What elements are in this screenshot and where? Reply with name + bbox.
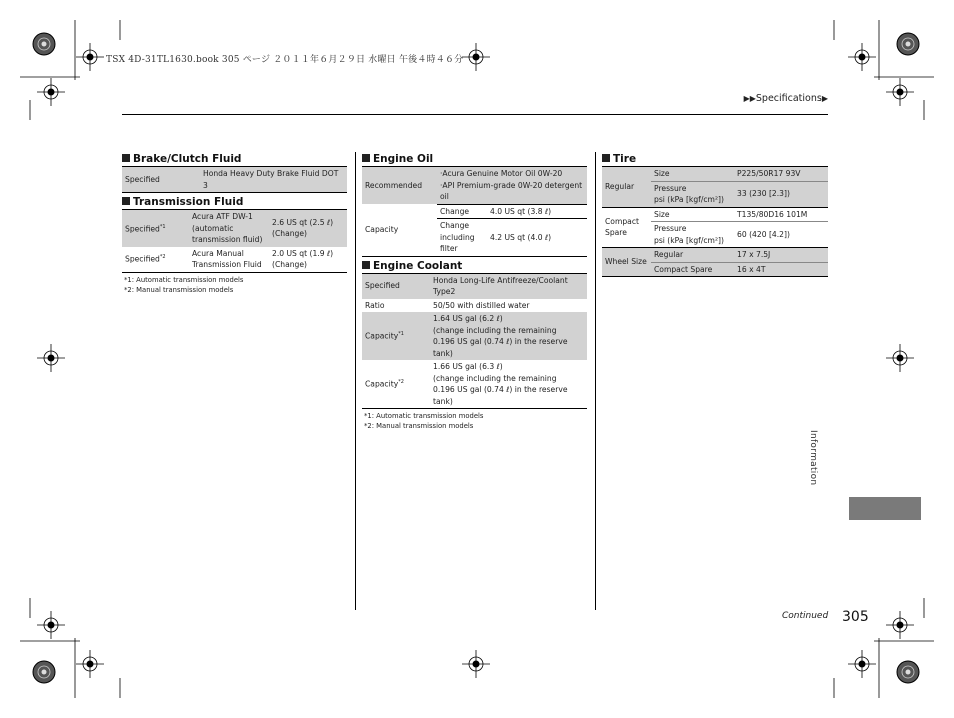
- oil-change-filter-label: Change including filter: [437, 219, 487, 257]
- column-brake-transmission: [122, 152, 347, 295]
- tire-regular-pressure: 33 (230 [2.3]): [734, 181, 828, 207]
- tire-table: [602, 166, 828, 277]
- section-thumb-tab[interactable]: [849, 497, 921, 520]
- transmission-row1-label: Specified$^{*1}$: [122, 210, 189, 247]
- square-bullet-icon: [602, 154, 610, 162]
- column-tire: [602, 152, 828, 277]
- breadcrumb-arrows: ▶▶: [743, 94, 756, 103]
- section-title-tire: Tire: [602, 152, 828, 166]
- coolant-capacity2-value: 1.66 US gal (6.3 ℓ) (change including the remaining 0.196 US gal (0.74 ℓ) in the reserve tank): [430, 360, 587, 409]
- transmission-row1-fluid: Acura ATF DW-1 (automatic transmission fluid): [189, 210, 269, 247]
- column-divider: [595, 152, 596, 610]
- star-target-icon: [897, 33, 919, 55]
- star-target-icon: [897, 661, 919, 683]
- table-row: [602, 167, 828, 182]
- star-target-icon: [33, 661, 55, 683]
- footnote: *2: Manual transmission models: [364, 422, 474, 430]
- continued-label: Continued: [782, 611, 829, 621]
- section-title-transmission: Transmission Fluid: [122, 195, 347, 209]
- oil-change-value: 4.0 US qt (3.8 ℓ): [487, 204, 587, 219]
- tire-regular-size: P225/50R17 93V: [734, 167, 828, 182]
- coolant-specified-value: Honda Long-Life Antifreeze/Coolant Type2: [430, 273, 587, 299]
- coolant-specified-label: Specified: [362, 273, 430, 299]
- wheel-regular-value: 17 x 7.5J: [734, 248, 828, 263]
- table-row: [122, 247, 347, 273]
- table-row: [122, 167, 347, 193]
- table-row: [362, 273, 587, 299]
- oil-change-label: Change: [437, 204, 487, 219]
- footnote: *1: Automatic transmission models: [124, 275, 244, 284]
- table-row: [362, 312, 587, 360]
- coolant-ratio-value: 50/50 with distilled water: [433, 300, 530, 310]
- table-row: [362, 167, 587, 205]
- brake-specified-label: Specified: [122, 167, 200, 193]
- table-row: [362, 204, 587, 219]
- table-row: [362, 299, 587, 313]
- engine-coolant-table: [362, 273, 587, 410]
- engine-oil-table: [362, 166, 587, 257]
- page-number: 305: [842, 609, 869, 625]
- table-row: [362, 360, 587, 409]
- section-title-brake: Brake/Clutch Fluid: [122, 152, 347, 166]
- breadcrumb-end-arrow: ▶: [821, 94, 828, 103]
- square-bullet-icon: [362, 154, 370, 162]
- wheel-compact-label: Compact Spare: [651, 262, 734, 277]
- tire-compact-size: T135/80D16 101M: [734, 207, 828, 222]
- section-tab-label: Information: [808, 430, 818, 486]
- section-title-engine-oil: Engine Oil: [362, 152, 587, 166]
- oil-recommended-label: Recommended: [362, 167, 437, 205]
- transmission-row2-qty: 2.0 US qt (1.9 ℓ) (Change): [269, 247, 347, 273]
- brake-fluid-table: [122, 166, 347, 193]
- oil-capacity-label: Capacity: [362, 204, 437, 256]
- transmission-row2-label: Specified$^{*2}$: [122, 247, 189, 273]
- brake-specified-value: Honda Heavy Duty Brake Fluid DOT 3: [200, 167, 347, 193]
- print-file-info: TSX 4D-31TL1630.book 305 ページ ２０１１年６月２９日 水曜日 午後４時４６分: [106, 55, 464, 65]
- footnote: *2: Manual transmission models: [124, 285, 234, 294]
- tire-pressure-label: Pressure psi (kPa [kgf/cm²]): [651, 222, 734, 248]
- transmission-row1-qty: 2.6 US qt (2.5 ℓ) (Change): [269, 210, 347, 247]
- transmission-fluid-table: [122, 209, 347, 273]
- breadcrumb-label: Specifications: [755, 93, 822, 104]
- tire-size-label: Size: [651, 207, 734, 222]
- square-bullet-icon: [362, 261, 370, 269]
- transmission-footnotes: [122, 275, 347, 295]
- square-bullet-icon: [122, 154, 130, 162]
- table-row: [122, 210, 347, 247]
- tire-size-label: Size: [651, 167, 734, 182]
- footnote: *1: Automatic transmission models: [364, 412, 484, 420]
- coolant-ratio-label: Ratio: [365, 300, 385, 310]
- wheel-regular-label: Regular: [651, 248, 734, 263]
- breadcrumb[interactable]: [744, 93, 828, 104]
- wheel-size-label: Wheel Size: [602, 248, 651, 277]
- coolant-capacity1-value: 1.64 US gal (6.2 ℓ) (change including the remaining 0.196 US gal (0.74 ℓ) in the reserve tank): [430, 312, 587, 360]
- wheel-compact-value: 16 x 4T: [734, 262, 828, 277]
- table-row: [602, 207, 828, 222]
- transmission-row2-fluid: Acura Manual Transmission Fluid: [189, 247, 269, 273]
- coolant-footnotes: [362, 411, 587, 431]
- tire-compact-label: Compact Spare: [602, 207, 651, 248]
- tire-compact-pressure: 60 (420 [4.2]): [734, 222, 828, 248]
- column-divider: [355, 152, 356, 610]
- coolant-capacity1-label: Capacity$^{*1}$: [362, 312, 430, 360]
- table-row: [602, 248, 828, 263]
- tire-regular-label: Regular: [602, 167, 651, 208]
- star-target-icon: [33, 33, 55, 55]
- coolant-capacity2-label: Capacity$^{*2}$: [362, 360, 430, 409]
- oil-recommended-value: ·Acura Genuine Motor Oil 0W-20 ·API Premium-grade 0W-20 detergent oil: [437, 167, 587, 205]
- square-bullet-icon: [122, 197, 130, 205]
- column-engine: [362, 152, 587, 431]
- oil-change-filter-value: 4.2 US qt (4.0 ℓ): [487, 219, 587, 257]
- tire-pressure-label: Pressure psi (kPa [kgf/cm²]): [651, 181, 734, 207]
- section-title-engine-coolant: Engine Coolant: [362, 259, 587, 273]
- header-rule: [122, 114, 828, 115]
